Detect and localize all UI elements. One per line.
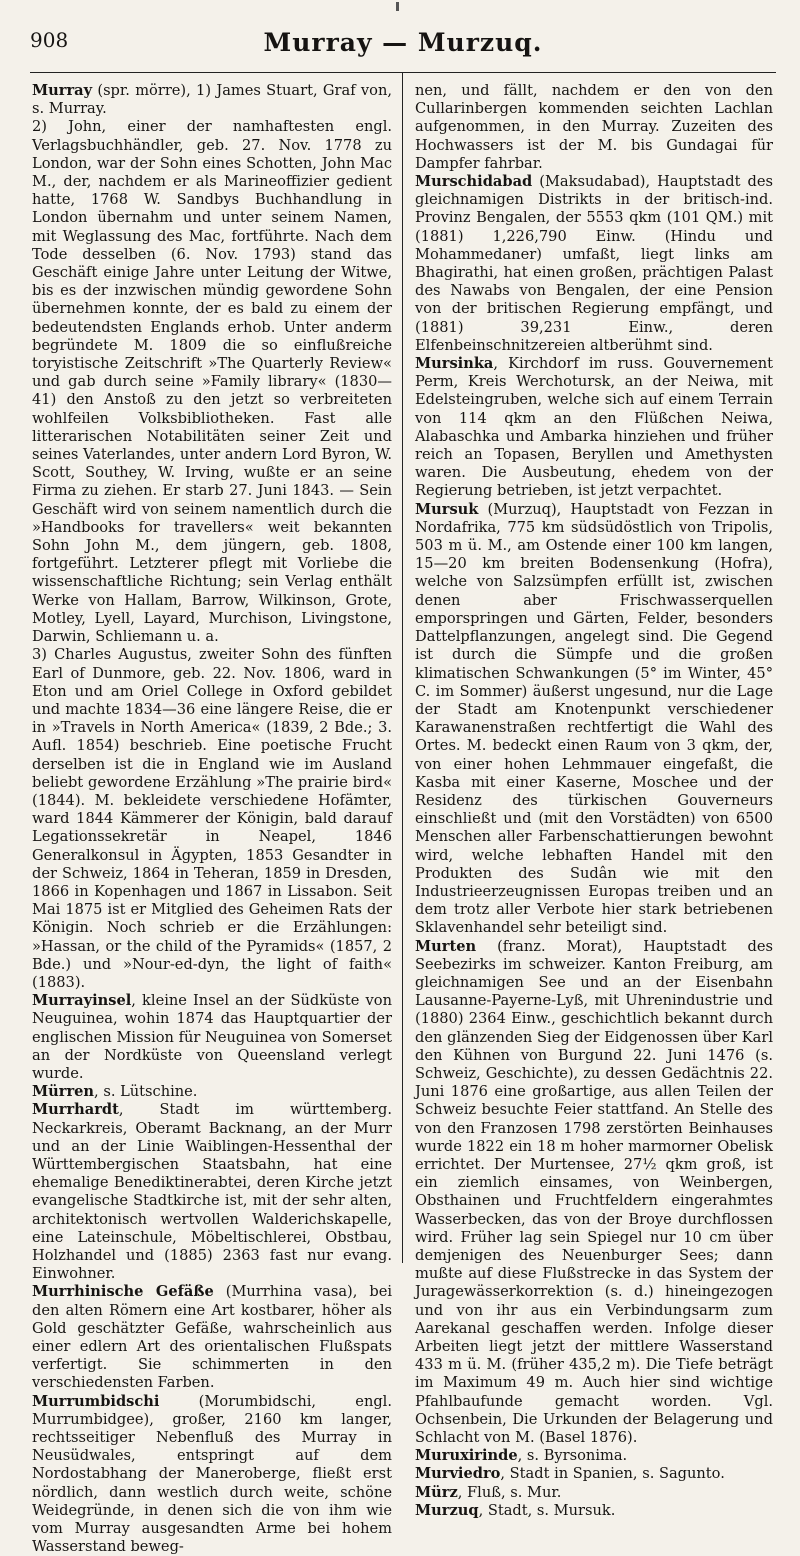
- page-header: [30, 28, 776, 73]
- entry-lemma: Murrayinsel: [32, 992, 132, 1010]
- entry-text: , s. Byrsonima.: [517, 1447, 628, 1465]
- entry-text: , Stadt in Spanien, s. Sagunto.: [500, 1465, 725, 1483]
- entry: [32, 1101, 392, 1283]
- left-column: [30, 73, 402, 1556]
- entry: [32, 1283, 392, 1392]
- entry-text: , Stadt, s. Mursuk.: [478, 1501, 616, 1519]
- entry: [415, 1465, 773, 1483]
- text-columns: [30, 73, 776, 1556]
- entry: [32, 1393, 392, 1556]
- entry: [32, 992, 392, 1083]
- entry-text: 3) Charles Augustus, zweiter Sohn des fünften Earl of Dunmore, geb. 22. Nov. 1806, ward in Eton und am Oriel College in Oxford gebildet und machte 1834—36 eine längere Reise, die er in »Travels in North America« (1839, 2 Bde.; 3. Aufl. 1854) beschrieb. Eine poetische Frucht derselben ist die in England wie im Ausland beliebt gewordene Erzählung »The prairie bird« (1844). M. bekleidete verschiedene Hofämter, ward 1844 Kämmerer der Königin, bald darauf Legationssekretär in Neapel, 1846 Generalkonsul in Ägypten, 1853 Gesandter in der Schweiz, 1864 in Teheran, 1859 in Dresden, 1866 in Kopenhagen und 1867 in Lissabon. Seit Mai 1875 ist er Mitglied des Geheimen Rats der Königin. Noch schrieb er die Erzählungen: »Hassan, or the child of the Pyramids« (1857, 2 Bde.) und »Nour-ed-dyn, the light of faith« (1883).: [32, 646, 392, 991]
- entry: [32, 82, 392, 118]
- entry-text: 2) John, einer der namhaftesten engl. Verlagsbuchhändler, geb. 27. Nov. 1778 zu London, war der Sohn eines Schotten, John Mac M., der, nachdem er als Marineoffizier gedient hatte, 1768 W. Sandbys Buchhandlung in London übernahm und unter seinem Namen, mit Weglassung des Mac, fortführte. Nach dem Tode desselben (6. Nov. 1793) stand das Geschäft einige Jahre unter Leitung der Witwe, bis es der inzwischen mündig gewordene Sohn übernehmen konnte, der es bald zu einem der bedeutendsten Englands erhob. Unter anderm begründete M. 1809 die so einflußreiche toryistische Zeitschrift »The Quarterly Review« und gab durch seine »Family library« (1830—41) den Anstoß zu den jetzt so verbreiteten wohlfeilen Volksbibliotheken. Fast alle litterarischen Notabilitäten seiner Zeit und seines Vaterlandes, unter andern Lord Byron, W. Scott, Southey, W. Irving, wußte er an seine Firma zu ziehen. Er starb 27. Juni 1843. — Sein Geschäft wird von seinem namentlich durch die »Handbooks for travellers« weit bekannten Sohn John M., dem jüngern, geb. 1808, fortgeführt. Letzterer pflegt mit Vorliebe die wissenschaftliche Richtung; sein Verlag enthält Werke von Hallam, Barrow, Wilkinson, Grote, Motley, Lyell, Layard, Murchison, Livingstone, Darwin, Schliemann u. a.: [32, 118, 392, 646]
- entry-text: (Maksudabad), Hauptstadt des gleichnamigen Distrikts in der britisch-ind. Provinz Bengalen, der 5553 qkm (101 QM.) mit (1881) 1,226,790 Einw. (Hindu und Mohammedaner) umfaßt, liegt links am Bhagirathi, hat einen großen, prächtigen Palast des Nawabs von Bengalen, der eine Pension von der britischen Regierung empfängt, und (1881) 39,231 Einw., deren Elfenbeinschnitzereien altberühmt sind.: [415, 173, 773, 354]
- entry-lemma: Murviedro: [415, 1465, 501, 1483]
- entry-text: (Morumbidschi, engl. Murrumbidgee), großer, 2160 km langer, rechtsseitiger Nebenfluß des Murray in Neusüdwales, entspringt auf dem Nordostabhang der Maneroberge, fließt erst nördlich, dann westlich durch weite, schöne Weidegründe, in denen sich die von ihm wie vom Murray ausgesandten Arme bei hohem Wasserstand beweg-: [32, 1392, 392, 1556]
- entry: [32, 646, 392, 992]
- page-number: 908: [30, 28, 69, 52]
- entry-text: , s. Lütschine.: [94, 1083, 198, 1101]
- entry-lemma: Murschidabad: [415, 173, 533, 191]
- right-column: [403, 73, 775, 1519]
- entry-text: , Fluß, s. Mur.: [457, 1483, 562, 1501]
- entry-lemma: Murray: [32, 82, 93, 99]
- entry-lemma: Mürren: [32, 1083, 95, 1101]
- entry: [415, 1447, 773, 1465]
- entry-lemma: Murrhinische Gefäße: [32, 1283, 214, 1301]
- entry-text: , kleine Insel an der Südküste von Neuguinea, wohin 1874 das Hauptquartier der englischen Mission für Neuguinea von Somerset an der Nordküste von Queensland verlegt wurde.: [32, 992, 392, 1082]
- entry: [415, 938, 773, 1448]
- entry-lemma: Muruxirinde: [415, 1447, 518, 1465]
- running-head: Murray — Murzuq.: [263, 28, 543, 57]
- entry-lemma: Mursuk: [415, 500, 479, 518]
- entry-lemma: Murrumbidschi: [32, 1392, 160, 1410]
- entry-text: nen, und fällt, nachdem er den von den Cullarinbergen kommenden seichten Lachlan aufgenommen, in den Murray. Zuzeiten des Hochwassers ist der M. bis Gundagai für Dampfer fahrbar.: [415, 82, 773, 172]
- entry: [415, 82, 773, 173]
- entry: [415, 501, 773, 938]
- entry: [415, 1502, 773, 1520]
- entry-text: (Murzuq), Hauptstadt von Fezzan in Nordafrika, 775 km südsüdöstlich von Tripolis, 503 m ü. M., am Ostende einer 100 km langen, 15—20 km breiten Bodensenkung (Hofra), welche von Salzsümpfen erfüllt ist, zwischen denen aber Frischwasserquellen emporspringen und Gärten, Felder, besonders Dattelpflanzungen, angelegt sind. Die Gegend ist durch die Sümpfe und die großen klimatischen Schwankungen (5° im Winter, 45° C. im Sommer) äußerst ungesund, nur die Lage der Stadt am Knotenpunkt verschiedener Karawanenstraßen rechtfertigt die Wahl des Ortes. M. bedeckt einen Raum von 3 qkm, der, von einer hohen Lehmmauer eingefaßt, die Kasba mit einer Kaserne, Moschee und der Residenz des türkischen Gouverneurs einschließt und (mit den Vorstädten) von 6500 Menschen aller Farbenschattierungen bewohnt wird, welche lebhaften Handel mit den Produkten des Sudân wie mit den Industrieerzeugnissen Europas treiben und an dem trotz aller Verbote hier stark betriebenen Sklavenhandel sehr beteiligt sind.: [415, 500, 773, 937]
- entry-text: (spr. mörre), 1) James Stuart, Graf von, s. Murray.: [32, 82, 392, 118]
- entry-text: (Murrhina vasa), bei den alten Römern eine Art kostbarer, höher als Gold geschätzter Gefäße, wahrscheinlich aus einer edlern Art des orientalischen Flußspats verfertigt. Sie schimmerten in den verschiedensten Farben.: [32, 1283, 393, 1392]
- entry-text: , Stadt im württemberg. Neckarkreis, Oberamt Backnang, an der Murr und an der Linie Waiblingen-Hessenthal der Württembergischen Staatsbahn, hat eine ehemalige Benediktinerabtei, deren Kirche jetzt evangelische Stadtkirche ist, mit der sehr alten, architektonisch wertvollen Walderichskapelle, eine Lateinschule, Möbeltischlerei, Obstbau, Holzhandel und (1885) 2363 fast nur evang. Einwohner.: [32, 1101, 392, 1283]
- entry: [415, 1484, 773, 1502]
- entry-lemma: Mürz: [415, 1483, 458, 1501]
- entry-lemma: Murrhardt: [32, 1101, 119, 1119]
- entry-text: , Kirchdorf im russ. Gouvernement Perm, Kreis Werchotursk, an der Neiwa, mit Edelsteingruben, welche sich auf einem Terrain von 114 qkm an den Flüßchen Neiwa, Alabaschka und Ambarka hinziehen und früher reich an Topasen, Beryllen und Amethysten waren. Die Ausbeutung, ehedem von der Regierung betrieben, ist jetzt verpachtet.: [415, 355, 773, 500]
- entry: [415, 173, 773, 355]
- entry-lemma: Murten: [415, 937, 477, 955]
- entry-lemma: Murzuq: [415, 1501, 479, 1519]
- entry: [32, 1083, 392, 1101]
- entry-text: (franz. Morat), Hauptstadt des Seebezirks im schweizer. Kanton Freiburg, am gleichnamigen See und an der Eisenbahn Lausanne-Payerne-Lyß, mit Uhrenindustrie und (1880) 2364 Einw., geschichtlich bekannt durch den glänzenden Sieg der Eidgenossen über Karl den Kühnen von Burgund 22. Juni 1476 (s. Schweiz, Geschichte), zu dessen Gedächtnis 22. Juni 1876 eine großartige, aus allen Teilen der Schweiz besuchte Feier stattfand. An Stelle des von den Franzosen 1798 zerstörten Beinhauses wurde 1822 ein 18 m hoher marmorner Obelisk errichtet. Der Murtensee, 27½ qkm groß, ist ein ziemlich einsames, von Weinbergen, Obsthainen und Fruchtfeldern eingerahmtes Wasserbecken, das von der Broye durchflossen wird. Früher lag sein Spiegel nur 10 cm über demjenigen des Neuenburger Sees; dann mußte auf diese Flußstrecke in das System der Juragewässerkorrektion (s. d.) hineingezogen und von ihr aus ein Verbindungsarm zum Aarekanal geschaffen werden. Infolge dieser Arbeiten liegt jetzt der mittlere Wasserstand 433 m ü. M. (früher 435,2 m). Die Tiefe beträgt im Maximum 49 m. Auch hier sind wichtige Pfahlbaufunde gemacht worden. Vgl. Ochsenbein, Die Urkunden der Belagerung und Schlacht von M. (Basel 1876).: [415, 937, 773, 1447]
- print-mark: [396, 2, 399, 11]
- entry-lemma: Mursinka: [415, 355, 494, 373]
- entry: [415, 355, 773, 501]
- entry: [32, 118, 392, 646]
